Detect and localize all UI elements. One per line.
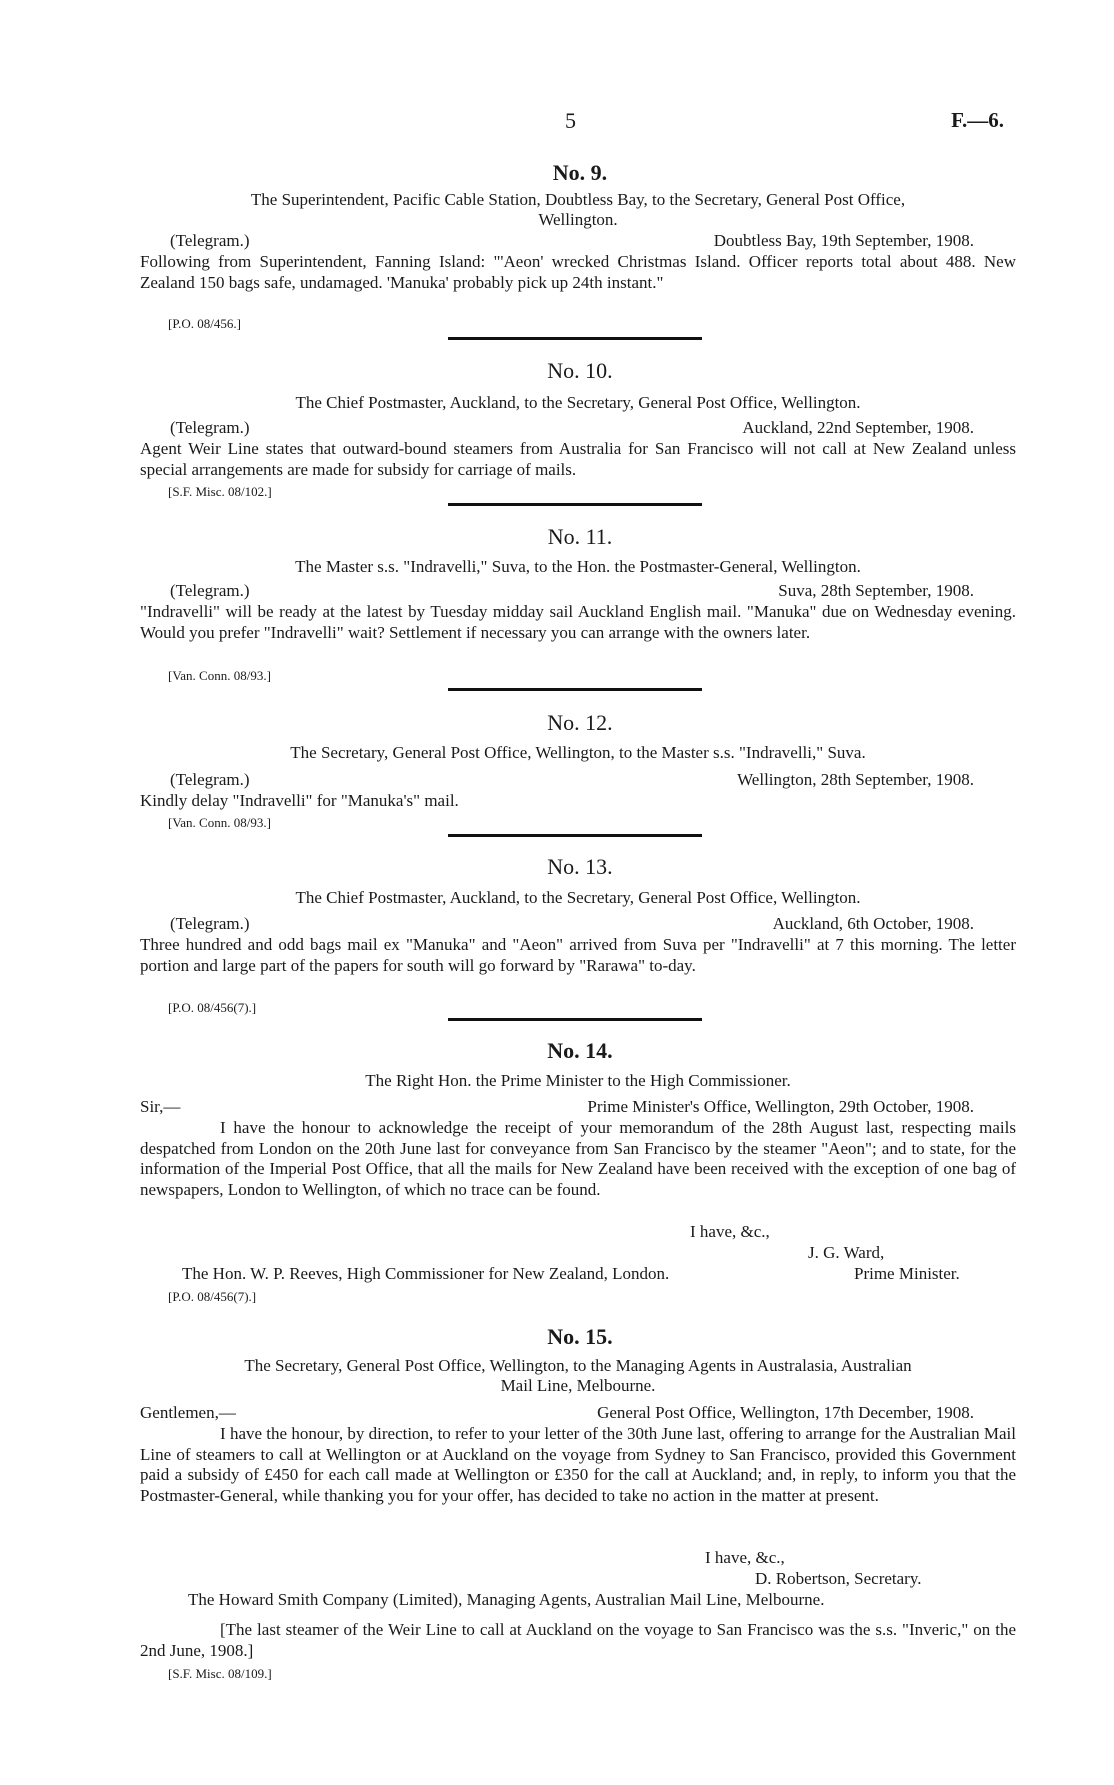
dateline: Auckland, 6th October, 1908. [772, 914, 974, 933]
section-title: No. 12. [547, 710, 613, 735]
file-reference: [P.O. 08/456.] [168, 316, 241, 331]
message-body: "Indravelli" will be ready at the latest by Tuesday midday sail Auckland English mail. "Manuka" due on Wednesday evening. Would you prefer "Indravelli" wait? Settlement if necessary you can arrange with the owners later. [140, 602, 1016, 642]
paper-reference: F.—6. [951, 108, 1004, 132]
salutation-row [140, 1403, 1016, 1423]
file-reference: [S.F. Misc. 08/102.] [168, 484, 272, 499]
telegram-label: (Telegram.) [170, 231, 250, 250]
section-divider [448, 688, 702, 691]
message-body: Following from Superintendent, Fanning Island: "'Aeon' wrecked Christmas Island. Officer reports total about 488. New Zealand 150 bags safe, undamaged. 'Manuka' probably pick up 24th instant." [140, 252, 1016, 292]
closing: I have, &c., [705, 1548, 785, 1567]
section-heading: Wellington. [538, 210, 618, 229]
file-reference: [P.O. 08/456(7).] [168, 1289, 257, 1304]
telegram-label: (Telegram.) [170, 914, 250, 933]
section-divider [448, 503, 702, 506]
section-heading: The Chief Postmaster, Auckland, to the Secretary, General Post Office, Wellington. [295, 393, 861, 412]
telegram-label: (Telegram.) [170, 581, 250, 600]
section-title: No. 11. [547, 524, 613, 549]
salutation: Sir,— [140, 1097, 181, 1116]
dateline: Doubtless Bay, 19th September, 1908. [713, 231, 974, 250]
letter-body: I have the honour to acknowledge the receipt of your memorandum of the 28th August last, respecting mails despatched from London on the 20th June last for conveyance from San Francisco by the steamer "Aeon"; and to state, for the information of the Imperial Post Office, that all the mails for New Zealand have been received with the exception of one bag of newspapers, London to Wellington, of which no trace can be found. [140, 1118, 1016, 1199]
section-heading: The Superintendent, Pacific Cable Station, Doubtless Bay, to the Secretary, General Post Office, [250, 190, 906, 209]
dateline: General Post Office, Wellington, 17th December, 1908. [597, 1403, 974, 1422]
letter-body: I have the honour, by direction, to refer to your letter of the 30th June last, offering to arrange for the Australian Mail Line of steamers to call at Wellington or at Auckland on the voyage from Sydney to San Francisco, provided this Government paid a subsidy of £450 for each call made at Wellington or £350 for the call at Auckland; and, in reply, to inform you that the Postmaster-General, while thanking you for your offer, has decided to take no action in the matter at present. [140, 1424, 1016, 1505]
salutation: Gentlemen,— [140, 1403, 236, 1422]
message-body: Agent Weir Line states that outward-bound steamers from Australia for San Francisco will not call at New Zealand unless special arrangements are made for subsidy for carriage of mails. [140, 439, 1016, 479]
addressee: The Howard Smith Company (Limited), Managing Agents, Australian Mail Line, Melbourne. [188, 1590, 825, 1609]
section-divider [448, 337, 702, 340]
section-divider [448, 1018, 702, 1021]
section-heading: Mail Line, Melbourne. [500, 1376, 656, 1395]
section-heading: The Master s.s. "Indravelli," Suva, to the Hon. the Postmaster-General, Wellington. [295, 557, 861, 576]
telegram-label: (Telegram.) [170, 418, 250, 437]
dateline: Wellington, 28th September, 1908. [737, 770, 974, 789]
salutation-row [140, 1097, 1016, 1117]
dateline: Auckland, 22nd September, 1908. [742, 418, 974, 437]
section-heading: The Chief Postmaster, Auckland, to the Secretary, General Post Office, Wellington. [295, 888, 861, 907]
signature: J. G. Ward, [808, 1243, 885, 1262]
telegram-row [140, 231, 1016, 251]
file-reference: [Van. Conn. 08/93.] [168, 668, 271, 683]
telegram-row [140, 581, 1016, 601]
section-heading: The Secretary, General Post Office, Wellington, to the Managing Agents in Australasia, Australian [244, 1356, 912, 1375]
message-body: Kindly delay "Indravelli" for "Manuka's" mail. [140, 791, 459, 810]
section-heading: The Right Hon. the Prime Minister to the High Commissioner. [365, 1071, 791, 1090]
dateline: Suva, 28th September, 1908. [778, 581, 974, 600]
file-reference: [Van. Conn. 08/93.] [168, 815, 271, 830]
section-title: No. 14. [547, 1038, 613, 1063]
telegram-row [140, 770, 1016, 790]
signature: D. Robertson, Secretary. [755, 1569, 922, 1588]
file-reference: [P.O. 08/456(7).] [168, 1000, 257, 1015]
closing: I have, &c., [690, 1222, 770, 1241]
section-title: No. 13. [547, 854, 613, 879]
editorial-note: [The last steamer of the Weir Line to call at Auckland on the voyage to San Francisco was the s.s. "Inveric," on the 2nd June, 1908.] [140, 1620, 1016, 1660]
telegram-label: (Telegram.) [170, 770, 250, 789]
message-body: Three hundred and odd bags mail ex "Manuka" and "Aeon" arrived from Suva per "Indravelli" at 7 this morning. The letter portion and large part of the papers for south will go forward by "Rarawa" to-day. [140, 935, 1016, 975]
addressee: The Hon. W. P. Reeves, High Commissioner for New Zealand, London. [182, 1264, 670, 1283]
section-title: No. 10. [547, 358, 613, 383]
telegram-row [140, 418, 1016, 438]
signature-title: Prime Minister. [854, 1264, 960, 1283]
page-number: 5 [565, 108, 576, 133]
file-reference: [S.F. Misc. 08/109.] [168, 1666, 272, 1681]
dateline: Prime Minister's Office, Wellington, 29th October, 1908. [587, 1097, 974, 1116]
section-title: No. 9. [552, 160, 608, 185]
section-heading: The Secretary, General Post Office, Wellington, to the Master s.s. "Indravelli," Suva. [290, 743, 866, 762]
section-divider [448, 834, 702, 837]
section-title: No. 15. [547, 1324, 613, 1349]
telegram-row [140, 914, 1016, 934]
